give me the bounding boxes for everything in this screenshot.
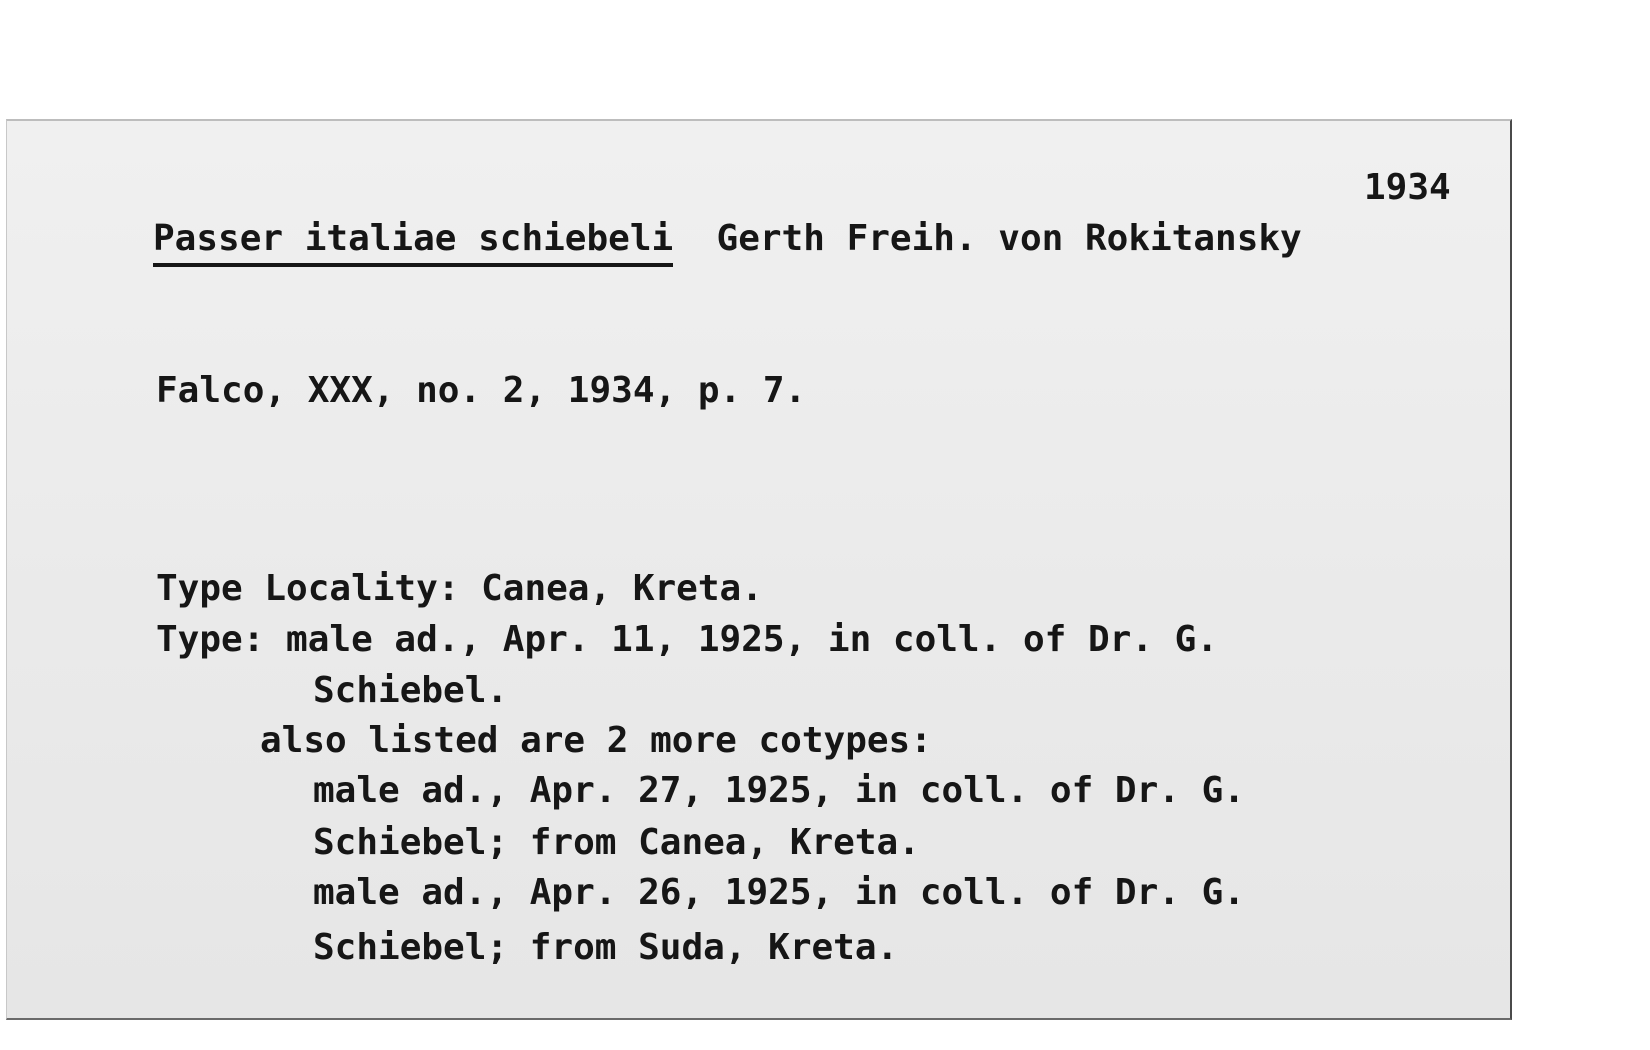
type-specimen-continued: Schiebel. [313,670,509,711]
cotype-line: male ad., Apr. 27, 1925, in coll. of Dr. G. [313,770,1245,811]
author-name: Gerth Freih. von Rokitansky [716,218,1302,259]
type-specimen: Type: male ad., Apr. 11, 1925, in coll. of Dr. G. [156,619,1219,660]
cotype-line: Schiebel; from Canea, Kreta. [313,822,920,863]
type-locality: Type Locality: Canea, Kreta. [156,568,763,609]
cotypes-heading: also listed are 2 more cotypes: [260,720,932,761]
scientific-name: Passer italiae schiebeli [153,221,673,267]
citation: Falco, XXX, no. 2, 1934, p. 7. [156,370,807,411]
cotype-line: Schiebel; from Suda, Kreta. [313,927,899,968]
cotype-line: male ad., Apr. 26, 1925, in coll. of Dr. G. [313,872,1245,913]
card-year: 1934 [1364,167,1451,208]
title-row [153,218,1302,267]
